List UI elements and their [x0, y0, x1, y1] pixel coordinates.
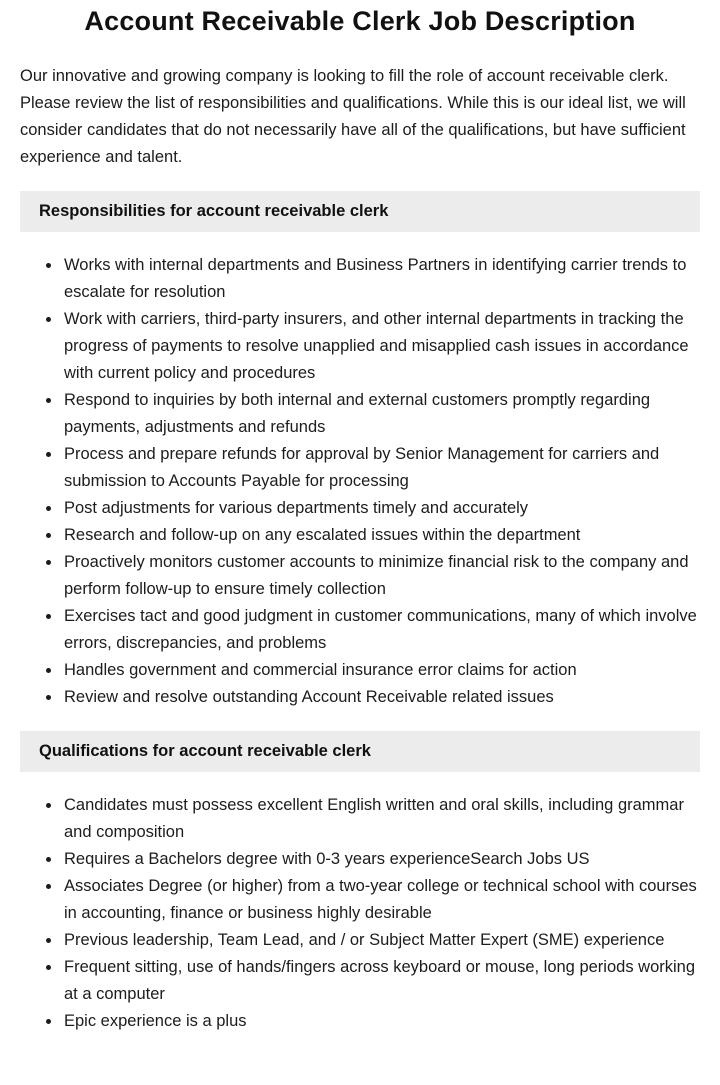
- page-title: Account Receivable Clerk Job Description: [84, 6, 636, 36]
- list-item: • Previous leadership, Team Lead, and / or Subject Matter Expert (SME) experience: [62, 927, 700, 954]
- qualifications-list: [20, 792, 700, 1035]
- list-item: • Proactively monitors customer accounts to minimize financial risk to the company and perform follow-up to ensure timely collection: [62, 549, 700, 603]
- qualifications-section: [20, 731, 700, 1035]
- responsibilities-heading: Responsibilities for account receivable clerk: [20, 191, 700, 232]
- list-item: • Associates Degree (or higher) from a two-year college or technical school with courses in accounting, finance or business highly desirable: [62, 873, 700, 927]
- list-item: • Epic experience is a plus: [62, 1008, 700, 1035]
- list-item: • Candidates must possess excellent English written and oral skills, including grammar and composition: [62, 792, 700, 846]
- responsibilities-list: [20, 252, 700, 711]
- list-item: • Requires a Bachelors degree with 0-3 years experienceSearch Jobs US: [62, 846, 700, 873]
- list-item: • Research and follow-up on any escalated issues within the department: [62, 522, 700, 549]
- list-item: • Work with carriers, third-party insurers, and other internal departments in tracking the progress of payments to resolve unapplied and misapplied cash issues in accordance with current policy and procedures: [62, 306, 700, 387]
- list-item: • Post adjustments for various departments timely and accurately: [62, 495, 700, 522]
- list-item: • Handles government and commercial insurance error claims for action: [62, 657, 700, 684]
- list-item: • Process and prepare refunds for approval by Senior Management for carriers and submission to Accounts Payable for processing: [62, 441, 700, 495]
- responsibilities-section: [20, 191, 700, 711]
- intro-paragraph: Our innovative and growing company is looking to fill the role of account receivable clerk. Please review the list of responsibilities and qualifications. While this is our ideal list, we will consider candidates that do not necessarily have all of the qualifications, but have sufficient experience and talent.: [20, 67, 686, 166]
- list-item: • Exercises tact and good judgment in customer communications, many of which involve errors, discrepancies, and problems: [62, 603, 700, 657]
- list-item: • Works with internal departments and Business Partners in identifying carrier trends to escalate for resolution: [62, 252, 700, 306]
- qualifications-heading: Qualifications for account receivable clerk: [20, 731, 700, 772]
- list-item: • Respond to inquiries by both internal and external customers promptly regarding payments, adjustments and refunds: [62, 387, 700, 441]
- list-item: • Frequent sitting, use of hands/fingers across keyboard or mouse, long periods working at a computer: [62, 954, 700, 1008]
- list-item: • Review and resolve outstanding Account Receivable related issues: [62, 684, 700, 711]
